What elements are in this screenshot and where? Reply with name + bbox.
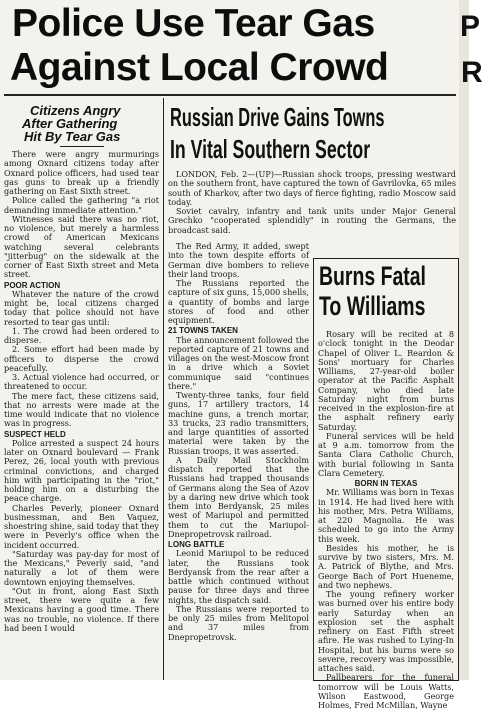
russian-headline-line1: Russian Drive Gains Towns: [170, 102, 385, 132]
burns-paragraph: Pallbearers for the funeral tomorrow will be Louis Watts, Wilson Eastwood, George Holmes, Fred McMillan, Wayne: [318, 672, 454, 710]
edge-glyph-2: R: [461, 56, 483, 89]
left-subhead-suspect-held: SUSPECT HELD: [4, 429, 66, 439]
left-paragraph: "Out in front, along East Sixth street, there were quite a few Mexicans having a good time. There was no trouble, no violence. If there had been I would: [4, 585, 159, 633]
left-story-headline-3: Hit By Tear Gas: [24, 129, 121, 144]
russian-paragraph: Leonid Mariupol to be reduced later, the Russians took Berdyansk from the rear after a battle which continued without pause for three days and three nights, the dispatch said.: [168, 548, 309, 605]
russian-body: [168, 242, 309, 680]
adjacent-page-edge: [459, 0, 483, 680]
left-paragraph: Police arrested a suspect 24 hours later on Oxnard boulevard — Frank Perez, 26, local youth with previous criminal convictions, and charged him with participating in the "riot," holding him on a disturbing the peace charge.: [4, 437, 159, 504]
russian-paragraph: Twenty-three tanks, four field guns, 17 artillery tractors, 14 machine guns, a trench mortar, 33 trucks, 23 radio transmitters, and large quantities of assorted material were taken by the Russian troops, it was asserted.: [168, 390, 309, 456]
banner-headline-line1: Police Use Tear Gas: [12, 2, 375, 45]
burns-paragraph: Funeral services will be held at 9 a.m. tomorrow from the Santa Clara Catholic Church, with burial following in Santa Clara Cemetery.: [318, 430, 454, 478]
russian-headline-line2: In Vital Southern Sector: [170, 134, 371, 164]
burns-subhead-born-in-texas: BORN IN TEXAS: [354, 479, 418, 488]
edge-glyph-1: P: [460, 10, 481, 43]
russian-lead: [168, 170, 456, 240]
column-rule-left: [163, 98, 164, 680]
left-paragraph: Whatever the nature of the crowd might be, local citizens charged today that police should not have resorted to tear gas until:: [4, 288, 159, 327]
left-paragraph: 1. The crowd had been ordered to disperse.: [4, 325, 159, 345]
russian-paragraph: A Daily Mail Stockholm dispatch reported that the Russians had trapped thousands of Germans along the Sea of Azov by a daring new drive which took them into Berdyansk, 25 miles west of Mariupol and permitted them to cut the Mariupol-Dnepropetrovsk railroad.: [168, 454, 309, 539]
left-paragraph: Witnesses said there was no riot, no violence, but merely a harmless crowd of American Mexicans watching several celebrants "jitterbug" on the sidewalk at the corner of East Sixth street and Meta street.: [4, 213, 159, 280]
russian-paragraph: Soviet cavalry, infantry and tank units under Major General Grechko "cooperated splendidly" in routing the Germans, the broadcast said.: [168, 206, 456, 235]
left-paragraph: 3. Actual violence had occurred, or threatened to occur.: [4, 372, 159, 392]
left-story-headline-1: Citizens Angry: [30, 103, 121, 118]
left-story-body: [4, 150, 159, 680]
burns-paragraph: Rosary will be recited at 8 o'clock tonight in the Deodar Chapel of Oliver L. Reardon & Sons' mortuary for Charles Williams, 27-year-old boiler operator at the Pacific Asphalt Company, who died late Saturday night from burns received in the explosion-fire at the asphalt refinery early Saturday.: [318, 329, 454, 432]
left-subhead-poor-action: POOR ACTION: [4, 280, 61, 290]
russian-lead-paragraph: LONDON, Feb. 2—(UP)—Russian shock troops, pressing westward on the southern front, have captured the town of Gavrilovka, 65 miles south of Kharkov, after two days of fierce fighting, radio Moscow said today.: [168, 169, 456, 207]
left-paragraph: 2. Some effort had been made by officers to disperse the crowd peacefully.: [4, 344, 159, 373]
burns-body: [318, 329, 454, 710]
left-headline-rule: [60, 146, 104, 147]
left-story-headline-2: After Gathering: [22, 116, 118, 131]
russian-subhead-21-towns: 21 TOWNS TAKEN: [168, 326, 238, 336]
left-paragraph: "Saturday was pay-day for most of the Mexicans," Peverly said, "and naturally a lot of them were downtown enjoying themselves.: [4, 548, 159, 587]
russian-paragraph: The announcement followed the reported capture of 21 towns and villages on the west-Moscow front in a drive which a Soviet communique said "continues there.": [168, 334, 309, 391]
left-paragraph: Charles Peverly, pioneer Oxnard businessman, and Ben Vaquez, shoestring shine, said today that they were in Peverly's office when the incident occurred.: [4, 502, 159, 550]
burns-paragraph: The young refinery worker was burned over his entire body early Saturday when an explosion set the asphalt refinery on East Fifth street afire. He was rushed to Lying-In Hospital, but his burns were so severe, recovery was impossible, attaches said.: [318, 589, 454, 673]
burns-paragraph: Besides his mother, he is survive by two sisters, Mrs. M. A. Patrick of Blythe, and Mrs. George Bach of Port Hueneme, and two nephews.: [318, 542, 454, 590]
russian-paragraph: The Russians reported the capture of six guns, 15,000 shells, a quantity of bombs and large stores of food and other equipment.: [168, 278, 309, 325]
left-paragraph: There were angry murmurings among Oxnard citizens today after Oxnard police officers, had used tear gas guns to break up a friendly gathering on East Sixth street.: [4, 149, 159, 196]
russian-paragraph: The Russians were reported to be only 25 miles from Melitopol and 37 miles from Dnepropetrovsk.: [168, 603, 309, 642]
burns-paragraph: Mr. Williams was born in Texas in 1914. He had lived here with his mother, Mrs. Petra Williams, at 220 Magnolia. He was scheduled to go into the Army this week.: [318, 487, 454, 544]
left-paragraph: The mere fact, these citizens said, that no arrests were made at the time would indicate that no violence was in progress.: [4, 390, 159, 429]
burns-headline-line2: To Williams: [319, 291, 426, 321]
banner-rule: [4, 94, 456, 96]
left-paragraph: Police called the gathering "a riot demanding immediate attention.": [4, 195, 159, 215]
russian-paragraph: The Red Army, it added, swept into the town despite efforts of German dive bombers to relieve their land troops.: [168, 241, 309, 279]
banner-headline-line2: Against Local Crowd: [10, 46, 389, 89]
russian-subhead-long-battle: LONG BATTLE: [168, 540, 225, 549]
burns-headline-line1: Burns Fatal: [319, 261, 426, 291]
